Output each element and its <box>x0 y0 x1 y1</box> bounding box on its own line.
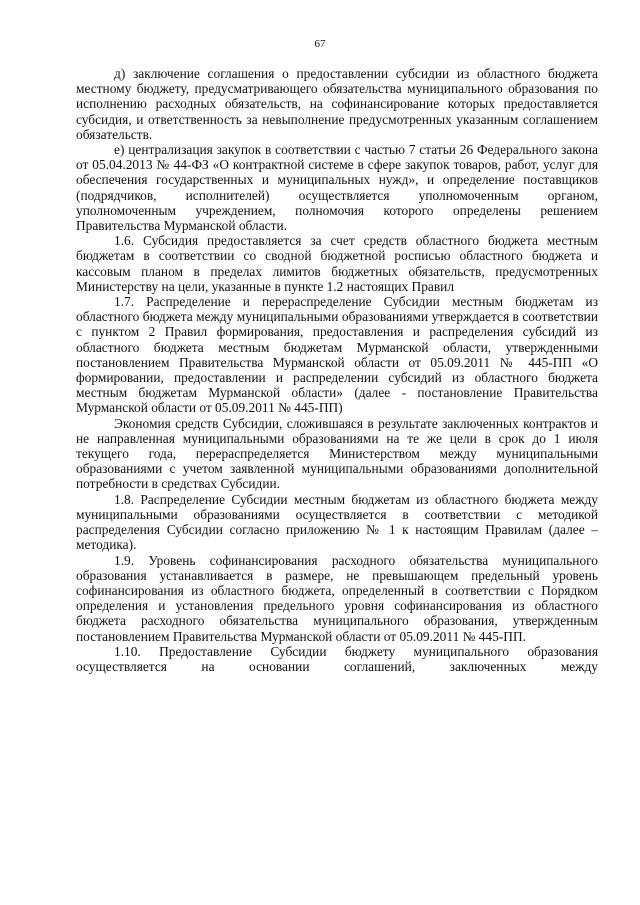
document-body <box>76 66 598 674</box>
paragraph-1-9: 1.9. Уровень софинансирования расходного обязательства муниципального образования устанавливается в размере, не превышающем предельный уровень софинансирования из областного бюджета, определенный в соответствии с Порядком определения и установления предельного уровня софинансирования из областного бюджета расходного обязательства муниципального образования, утвержденным постановлением Правительства Мурманской области от 05.09.2011 № 445-ПП. <box>76 552 598 644</box>
paragraph-1-10: 1.10. Предоставление Субсидии бюджету муниципального образования осуществляется на основании соглашений, заключенных между <box>76 643 598 674</box>
paragraph-savings: Экономия средств Субсидии, сложившаяся в результате заключенных контрактов и не направленная муниципальными образованиями на те же цели в срок до 1 июля текущего года, перераспределяется Министерством между муниципальными образованиями с учетом заявленной муниципальными образованиями дополнительной потребности в средствах Субсидии. <box>76 415 598 492</box>
paragraph-d: д) заключение соглашения о предоставлении субсидии из областного бюджета местному бюджету, предусматривающего обязательства муниципального образования по исполнению расходных обязательств, на софинансирование которых предоставляется субсидия, и ответственность за невыполнение предусмотренных указанным соглашением обязательств. <box>76 66 598 142</box>
paragraph-1-8: 1.8. Распределение Субсидии местным бюджетам из областного бюджета между муниципальными образованиями осуществляется в соответствии с методикой распределения Субсидии согласно приложению № 1 к настоящим Правилам (далее – методика). <box>76 491 598 553</box>
paragraph-1-7: 1.7. Распределение и перераспределение Субсидии местным бюджетам из областного бюджета между муниципальными образованиями утверждается в соответствии с пунктом 2 Правил формирования, предоставления и распределения субсидий из областного бюджета местным бюджетам Мурманской области, утвержденными постановлением Правительства Мурманской области от 05.09.2011 № 445-ПП «О формировании, предоставлении и распределении субсидий из областного бюджета местным бюджетам Мурманской области» (далее - постановление Правительства Мурманской области от 05.09.2011 № 445-ПП) <box>76 294 598 416</box>
paragraph-e: е) централизация закупок в соответствии с частью 7 статьи 26 Федерального закона от 05.04.2013 № 44-ФЗ «О контрактной системе в сфере закупок товаров, работ, услуг для обеспечения государственных и муниципальных нужд», и определение поставщиков (подрядчиков, исполнителей) осуществляется уполномоченным органом, уполномоченным учреждением, полномочия которого определены решением Правительства Мурманской области. <box>76 142 598 234</box>
paragraph-1-6: 1.6. Субсидия предоставляется за счет средств областного бюджета местным бюджетам в соответствии со сводной бюджетной росписью областного бюджета и кассовым планом в пределах лимитов бюджетных обязательств, предусмотренных Министерству на цели, указанные в пункте 1.2 настоящих Правил <box>76 233 598 294</box>
page-number: 67 <box>314 38 326 50</box>
